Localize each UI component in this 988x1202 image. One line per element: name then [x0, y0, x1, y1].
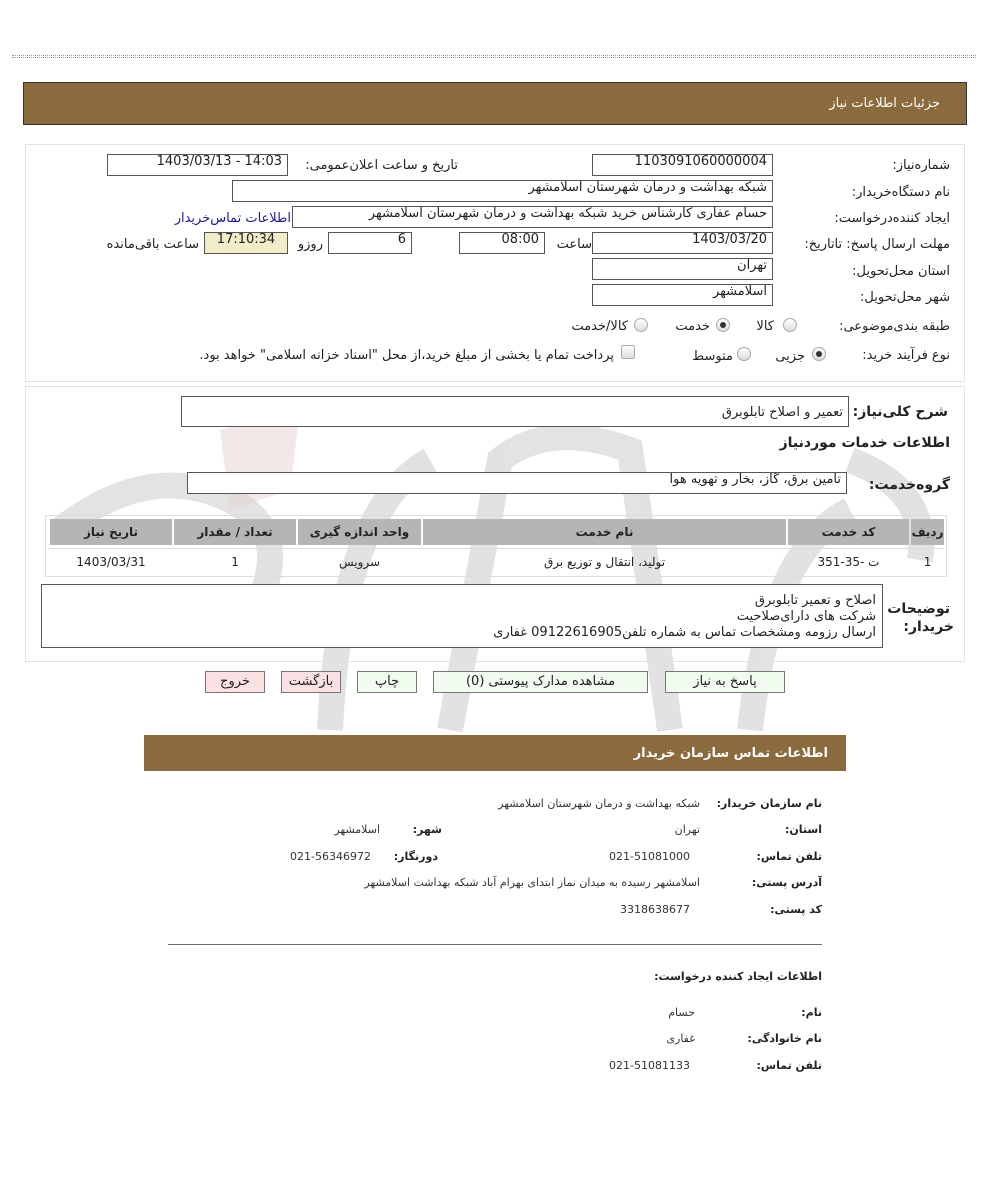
services-title: اطلاعات خدمات موردنیاز — [779, 435, 950, 451]
creator-section-title: اطلاعات ایجاد کننده درخواست: — [654, 970, 822, 983]
province-label: استان محل‌تحویل: — [852, 264, 950, 279]
contact-province-label: استان: — [785, 823, 822, 836]
buyer-notes-box — [41, 584, 883, 648]
announce-datetime-field: 1403/03/13 - 14:03 — [107, 154, 288, 176]
buyer-contact-link[interactable]: اطلاعات تماس‌خریدار — [174, 211, 291, 226]
contact-phone-label: تلفن تماس: — [756, 850, 822, 863]
category-radio-goods[interactable] — [783, 318, 797, 332]
purchase-radio-medium[interactable] — [737, 347, 751, 361]
contact-address-label: آدرس پستی: — [751, 876, 822, 889]
buyer-notes-label-line1: توضیحات — [887, 601, 950, 617]
top-divider — [12, 55, 976, 58]
view-documents-button[interactable]: مشاهده مدارک پیوستی (0) — [433, 671, 648, 693]
exit-button[interactable]: خروج — [205, 671, 265, 693]
reply-button[interactable]: پاسخ به نیاز — [665, 671, 785, 693]
contact-address-value: اسلامشهر رسیده به میدان نماز ابتدای بهرام آباد شبکه بهداشت اسلامشهر — [364, 876, 700, 889]
summary-label: شرح کلی‌نیاز: — [852, 404, 948, 420]
cell-row-number: 1 — [923, 555, 932, 569]
treasury-checkbox[interactable] — [621, 345, 635, 359]
deadline-date-field: 1403/03/20 — [592, 232, 773, 254]
contact-phone-value: 021-51081000 — [609, 850, 690, 863]
buyer-notes-line: شرکت های دارای‌صلاحیت — [736, 609, 876, 624]
purchase-option-medium: متوسط — [692, 349, 733, 364]
col-header-code: کد خدمت — [788, 519, 909, 545]
creator-family-label: نام خانوادگی: — [747, 1032, 822, 1045]
purchase-option-minor: جزیی — [775, 349, 805, 364]
page-title: جزئیات اطلاعات نیاز — [23, 82, 967, 125]
col-header-qty: تعداد / مقدار — [174, 519, 296, 545]
need-number-label: شماره‌نیاز: — [892, 158, 950, 173]
buyer-org-label: نام دستگاه‌خریدار: — [851, 185, 950, 200]
creator-phone-label: تلفن تماس: — [756, 1059, 822, 1072]
contact-org-value: شبکه بهداشت و درمان شهرستان اسلامشهر — [498, 797, 700, 810]
buyer-org-field: شبکه بهداشت و درمان شهرستان اسلامشهر — [232, 180, 773, 202]
treasury-checkbox-text: پرداخت تمام یا بخشی از مبلغ خرید،از محل "اسناد خزانه اسلامی" خواهد بود. — [199, 348, 614, 363]
requester-label: ایجاد کننده‌درخواست: — [834, 211, 950, 226]
deadline-label: مهلت ارسال پاسخ: تاتاریخ: — [804, 237, 950, 252]
cell-quantity: 1 — [231, 555, 239, 569]
summary-field: تعمیر و اصلاح تابلوبرق — [181, 396, 849, 427]
col-header-unit: واحد اندازه گیری — [298, 519, 421, 545]
contact-province-value: تهران — [674, 823, 700, 836]
cell-service-code: ت -35-351 — [817, 555, 880, 569]
announce-datetime-label: تاریخ و ساعت اعلان‌عمومی: — [305, 158, 458, 173]
purchase-radio-minor[interactable] — [812, 347, 826, 361]
requester-field: حسام عفاری کارشناس خرید شبکه بهداشت و درمان شهرستان اسلامشهر — [292, 206, 773, 228]
category-radio-service[interactable] — [716, 318, 730, 332]
print-button[interactable]: چاپ — [357, 671, 417, 693]
contact-fax-value: 021-56346972 — [290, 850, 371, 863]
category-option-goods-service: کالا/خدمت — [571, 319, 628, 334]
col-header-date: تاریخ نیاز — [50, 519, 172, 545]
category-option-service: خدمت — [675, 319, 710, 334]
deadline-days-label: روزو — [297, 237, 323, 252]
deadline-days-field: 6 — [328, 232, 412, 254]
buyer-notes-label-line2: خریدار: — [903, 619, 954, 635]
creator-name-value: حسام — [668, 1006, 695, 1019]
col-header-name: نام خدمت — [423, 519, 786, 545]
creator-phone-value: 021-51081133 — [609, 1059, 690, 1072]
contact-city-label: شهر: — [412, 823, 442, 836]
buyer-notes-line: ارسال رزومه ومشخصات تماس به شماره تلفن09122616905 غفاری — [493, 625, 876, 640]
service-group-label: گروه‌خدمت: — [868, 477, 950, 493]
province-field: تهران — [592, 258, 773, 280]
deadline-time-field: 08:00 — [459, 232, 545, 254]
cell-service-name: تولید، انتقال و توزیع برق — [543, 555, 666, 569]
back-button[interactable]: بازگشت — [281, 671, 341, 693]
contact-divider — [168, 944, 822, 945]
buyer-notes-line: اصلاح و تعمیر تابلوبرق — [754, 593, 876, 608]
remaining-time-field: 17:10:34 — [204, 232, 288, 254]
category-label: طبقه بندی‌موضوعی: — [839, 319, 950, 334]
contact-city-value: اسلامشهر — [334, 823, 380, 836]
contact-postal-value: 3318638677 — [620, 903, 690, 916]
creator-family-value: غفاری — [666, 1032, 695, 1045]
category-option-goods: کالا — [756, 319, 774, 334]
contact-section-header: اطلاعات تماس سازمان خریدار — [144, 735, 846, 771]
cell-unit: سرویس — [338, 555, 381, 569]
creator-name-label: نام: — [801, 1006, 822, 1019]
contact-org-label: نام سازمان خریدار: — [716, 797, 822, 810]
purchase-type-label: نوع فرآیند خرید: — [862, 348, 950, 363]
col-header-row: ردیف — [911, 519, 944, 545]
service-group-field: تامین برق، گاز، بخار و تهویه هوا — [187, 472, 847, 494]
city-field: اسلامشهر — [592, 284, 773, 306]
need-number-field: 1103091060000004 — [592, 154, 773, 176]
contact-postal-label: کد پستی: — [770, 903, 822, 916]
deadline-time-label: ساعت — [556, 237, 592, 252]
contact-fax-label: دورنگار: — [393, 850, 438, 863]
cell-need-date: 1403/03/31 — [76, 555, 146, 569]
category-radio-goods-service[interactable] — [634, 318, 648, 332]
remaining-time-label: ساعت باقی‌مانده — [106, 237, 199, 252]
city-label: شهر محل‌تحویل: — [860, 290, 950, 305]
